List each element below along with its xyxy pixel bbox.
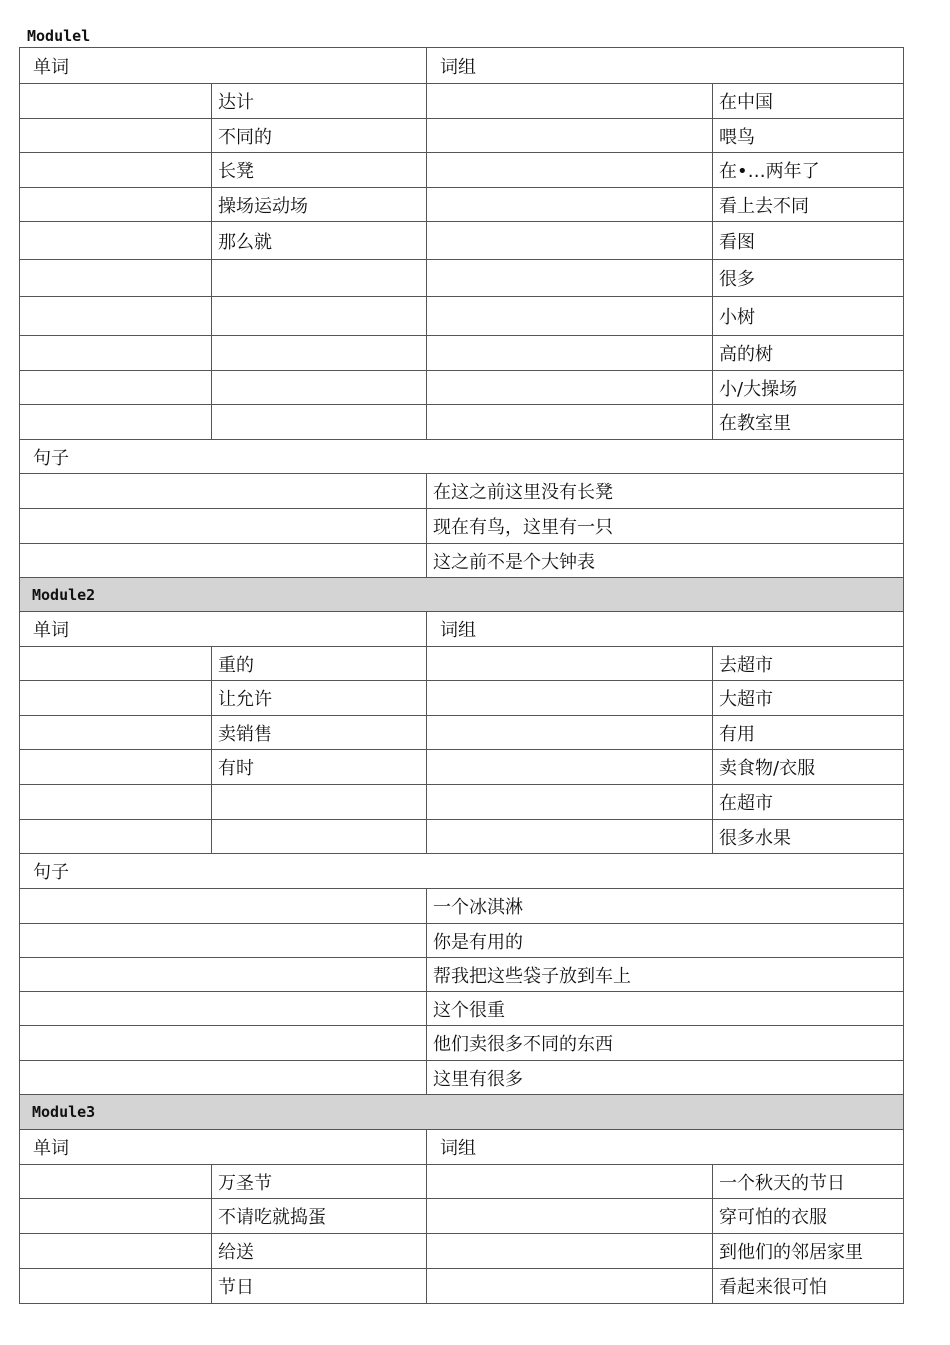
- sentence-row: [20, 544, 904, 578]
- blank-cell: [427, 260, 713, 297]
- blank-cell: [427, 1234, 713, 1269]
- phrase-cell: 小/大操场: [713, 371, 904, 405]
- word-cell: 长凳: [212, 153, 427, 188]
- word-cell: 卖销售: [212, 716, 427, 750]
- blank-cell: [427, 84, 713, 119]
- sentence-row: [20, 958, 904, 992]
- blank-cell: [427, 1269, 713, 1304]
- phrase-header: 词组: [427, 612, 904, 647]
- column-header-row: [20, 48, 904, 84]
- phrase-cell: 一个秋天的节日: [713, 1165, 904, 1199]
- phrase-header: 词组: [427, 1130, 904, 1165]
- phrase-cell: 在•…两年了: [713, 153, 904, 188]
- sentence-row: [20, 1026, 904, 1061]
- blank-cell: [427, 716, 713, 750]
- blank-cell: [20, 1199, 212, 1234]
- word-row: [20, 371, 904, 405]
- blank-cell: [20, 889, 427, 924]
- phrase-cell: 有用: [713, 716, 904, 750]
- word-row: [20, 260, 904, 297]
- blank-cell: [427, 153, 713, 188]
- word-cell: [212, 371, 427, 405]
- sentence-cell: 现在有鸟，这里有一只: [427, 509, 904, 544]
- sentence-header: 句子: [20, 854, 904, 889]
- phrase-cell: 高的树: [713, 336, 904, 371]
- blank-cell: [20, 336, 212, 371]
- word-row: [20, 1199, 904, 1234]
- blank-cell: [20, 188, 212, 222]
- sentence-cell: 在这之前这里没有长凳: [427, 474, 904, 509]
- blank-cell: [20, 647, 212, 681]
- sentence-row: [20, 1061, 904, 1095]
- blank-cell: [20, 750, 212, 785]
- blank-cell: [20, 509, 427, 544]
- sentence-row: [20, 889, 904, 924]
- vocabulary-table: [19, 47, 904, 1304]
- phrase-cell: 看起来很可怕: [713, 1269, 904, 1304]
- module-title: Module2: [20, 578, 904, 612]
- blank-cell: [427, 336, 713, 371]
- blank-cell: [20, 84, 212, 119]
- word-cell: [212, 297, 427, 336]
- blank-cell: [20, 785, 212, 820]
- blank-cell: [427, 1199, 713, 1234]
- phrase-cell: 去超市: [713, 647, 904, 681]
- word-row: [20, 1269, 904, 1304]
- word-cell: [212, 336, 427, 371]
- word-cell: 操场运动场: [212, 188, 427, 222]
- word-row: [20, 297, 904, 336]
- word-row: [20, 222, 904, 260]
- phrase-cell: 在教室里: [713, 405, 904, 440]
- word-cell: [212, 820, 427, 854]
- phrase-cell: 大超市: [713, 681, 904, 716]
- blank-cell: [427, 371, 713, 405]
- sentence-header: 句子: [20, 440, 904, 474]
- phrase-cell: 在中国: [713, 84, 904, 119]
- word-row: [20, 820, 904, 854]
- word-header: 单词: [20, 612, 427, 647]
- word-row: [20, 750, 904, 785]
- column-header-row: [20, 612, 904, 647]
- word-cell: 那么就: [212, 222, 427, 260]
- blank-cell: [20, 681, 212, 716]
- sentence-row: [20, 509, 904, 544]
- phrase-cell: 很多: [713, 260, 904, 297]
- blank-cell: [427, 297, 713, 336]
- word-row: [20, 785, 904, 820]
- word-cell: 达计: [212, 84, 427, 119]
- blank-cell: [20, 1269, 212, 1304]
- blank-cell: [427, 647, 713, 681]
- word-row: [20, 84, 904, 119]
- phrase-cell: 看上去不同: [713, 188, 904, 222]
- word-row: [20, 119, 904, 153]
- module-title: Module3: [20, 1095, 904, 1130]
- phrase-cell: 小树: [713, 297, 904, 336]
- blank-cell: [427, 405, 713, 440]
- blank-cell: [427, 119, 713, 153]
- sentence-row: [20, 924, 904, 958]
- blank-cell: [20, 1234, 212, 1269]
- word-cell: 有时: [212, 750, 427, 785]
- sentence-cell: 这里有很多: [427, 1061, 904, 1095]
- blank-cell: [20, 958, 427, 992]
- phrase-cell: 看图: [713, 222, 904, 260]
- blank-cell: [427, 188, 713, 222]
- phrase-cell: 穿可怕的衣服: [713, 1199, 904, 1234]
- word-cell: [212, 260, 427, 297]
- word-cell: 万圣节: [212, 1165, 427, 1199]
- module-title-row: [20, 578, 904, 612]
- blank-cell: [20, 924, 427, 958]
- blank-cell: [20, 544, 427, 578]
- sentence-cell: 一个冰淇淋: [427, 889, 904, 924]
- word-row: [20, 681, 904, 716]
- blank-cell: [427, 1165, 713, 1199]
- word-cell: [212, 785, 427, 820]
- column-header-row: [20, 1130, 904, 1165]
- sentence-cell: 他们卖很多不同的东西: [427, 1026, 904, 1061]
- sentence-header-row: [20, 440, 904, 474]
- word-row: [20, 153, 904, 188]
- sentence-header-row: [20, 854, 904, 889]
- word-row: [20, 716, 904, 750]
- sentence-cell: 帮我把这些袋子放到车上: [427, 958, 904, 992]
- sentence-cell: 这个很重: [427, 992, 904, 1026]
- word-row: [20, 405, 904, 440]
- blank-cell: [427, 750, 713, 785]
- document-title: Modulel: [27, 27, 91, 45]
- blank-cell: [20, 1061, 427, 1095]
- word-header: 单词: [20, 48, 427, 84]
- blank-cell: [20, 153, 212, 188]
- blank-cell: [20, 297, 212, 336]
- phrase-cell: 在超市: [713, 785, 904, 820]
- word-cell: 不同的: [212, 119, 427, 153]
- sentence-row: [20, 474, 904, 509]
- sentence-cell: 你是有用的: [427, 924, 904, 958]
- phrase-cell: 很多水果: [713, 820, 904, 854]
- blank-cell: [20, 222, 212, 260]
- sentence-cell: 这之前不是个大钟表: [427, 544, 904, 578]
- word-row: [20, 188, 904, 222]
- phrase-cell: 喂鸟: [713, 119, 904, 153]
- phrase-cell: 卖食物/衣服: [713, 750, 904, 785]
- word-header: 单词: [20, 1130, 427, 1165]
- blank-cell: [427, 222, 713, 260]
- word-cell: 不请吃就捣蛋: [212, 1199, 427, 1234]
- blank-cell: [20, 405, 212, 440]
- blank-cell: [20, 474, 427, 509]
- word-cell: 节日: [212, 1269, 427, 1304]
- blank-cell: [20, 820, 212, 854]
- blank-cell: [427, 681, 713, 716]
- word-row: [20, 647, 904, 681]
- blank-cell: [427, 785, 713, 820]
- blank-cell: [20, 260, 212, 297]
- word-cell: [212, 405, 427, 440]
- word-row: [20, 1234, 904, 1269]
- word-row: [20, 1165, 904, 1199]
- word-cell: 让允许: [212, 681, 427, 716]
- blank-cell: [427, 820, 713, 854]
- module-title-row: [20, 1095, 904, 1130]
- blank-cell: [20, 992, 427, 1026]
- blank-cell: [20, 716, 212, 750]
- sentence-row: [20, 992, 904, 1026]
- blank-cell: [20, 119, 212, 153]
- phrase-header: 词组: [427, 48, 904, 84]
- blank-cell: [20, 1165, 212, 1199]
- word-cell: 给送: [212, 1234, 427, 1269]
- word-cell: 重的: [212, 647, 427, 681]
- word-row: [20, 336, 904, 371]
- blank-cell: [20, 371, 212, 405]
- blank-cell: [20, 1026, 427, 1061]
- phrase-cell: 到他们的邻居家里: [713, 1234, 904, 1269]
